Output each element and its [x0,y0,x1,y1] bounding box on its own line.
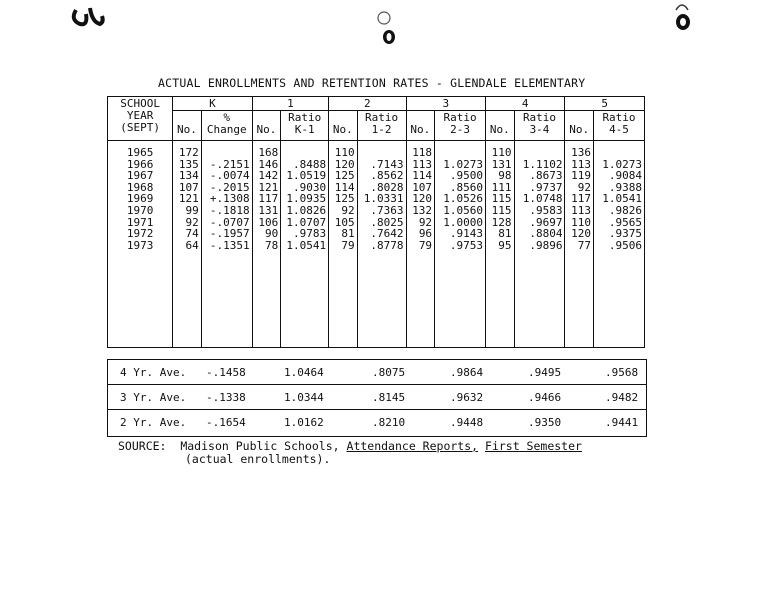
value-cell: -.1957 [201,228,252,240]
value-cell: 120 [406,193,435,205]
binder-hole-right [668,0,698,36]
value-cell: 90 [252,228,281,240]
value-cell: .8804 [514,228,565,240]
value-cell: .9084 [594,170,645,182]
year-cell: 1973 [108,240,173,252]
source-note [118,440,582,466]
value-cell: 120 [329,159,358,171]
value-cell: .9753 [435,240,486,252]
value-cell: 1.0000 [435,217,486,229]
value-cell: 1.0526 [435,193,486,205]
value-cell: .8562 [357,170,406,182]
value-cell: 106 [252,217,281,229]
value-cell: -.1818 [201,205,252,217]
value-cell: 121 [173,193,202,205]
year-cell: 1965 [108,141,173,159]
value-cell: 92 [565,182,594,194]
value-cell: 113 [565,205,594,217]
value-cell: 114 [329,182,358,194]
group-header-3: 3 [406,97,485,111]
value-cell: 74 [173,228,202,240]
year-cell: 1970 [108,205,173,217]
value-cell: 1.0273 [435,159,486,171]
value-cell: .7363 [357,205,406,217]
average-row: 2 Yr. Ave. -.1654 1.0162 .8210 .9448 .9350 .9441 [108,409,646,435]
value-cell: 1.0331 [357,193,406,205]
value-cell: .9783 [281,228,329,240]
source-report-title: Attendance Reports, [346,439,479,453]
value-cell: 113 [565,159,594,171]
document-title: ACTUAL ENROLLMENTS AND RETENTION RATES - GLENDALE ELEMENTARY [158,76,586,90]
col-no-4: No. [486,111,515,141]
value-cell: 1.0935 [281,193,329,205]
value-cell: 92 [329,205,358,217]
value-cell: 92 [406,217,435,229]
value-cell: .8488 [281,159,329,171]
value-cell: 125 [329,193,358,205]
value-cell: 96 [406,228,435,240]
value-cell: .9388 [594,182,645,194]
value-cell: 1.1102 [514,159,565,171]
value-cell: 111 [486,182,515,194]
source-subtext: (actual enrollments). [185,452,331,466]
value-cell: .8778 [357,240,406,252]
table-row [108,205,645,217]
value-cell [281,141,329,159]
group-header-1: 1 [252,97,328,111]
value-cell: .9375 [594,228,645,240]
value-cell: 118 [406,141,435,159]
value-cell: 117 [565,193,594,205]
table-row [108,240,645,252]
value-cell: 132 [406,205,435,217]
value-cell: 107 [173,182,202,194]
value-cell: 110 [565,217,594,229]
value-cell: 131 [252,205,281,217]
value-cell: 107 [406,182,435,194]
value-cell: 168 [252,141,281,159]
value-cell: 77 [565,240,594,252]
value-cell: 105 [329,217,358,229]
value-cell [514,141,565,159]
value-cell: 92 [173,217,202,229]
group-header-5: 5 [565,97,645,111]
value-cell: .9737 [514,182,565,194]
value-cell: 78 [252,240,281,252]
value-cell: .7143 [357,159,406,171]
value-cell: 172 [173,141,202,159]
value-cell: 120 [565,228,594,240]
col-ratio-45: Ratio 4-5 [594,111,645,141]
value-cell: .8028 [357,182,406,194]
year-cell: 1971 [108,217,173,229]
value-cell: .9143 [435,228,486,240]
table-row [108,141,645,159]
value-cell: -.2151 [201,159,252,171]
value-cell: .9896 [514,240,565,252]
value-cell: 119 [565,170,594,182]
scan-mark-left [68,4,108,34]
col-ratio-34: Ratio 3-4 [514,111,565,141]
value-cell: 1.0541 [594,193,645,205]
col-ratio-k1: Ratio K-1 [281,111,329,141]
value-cell: 131 [486,159,515,171]
average-row: 4 Yr. Ave. -.1458 1.0464 .8075 .9864 .9495 .9568 [120,366,639,379]
value-cell: 1.0273 [594,159,645,171]
enrollment-table [107,96,645,348]
value-cell: 128 [486,217,515,229]
value-cell: 110 [329,141,358,159]
value-cell: .8673 [514,170,565,182]
value-cell: .9826 [594,205,645,217]
value-cell: 121 [252,182,281,194]
year-cell: 1969 [108,193,173,205]
year-cell: 1968 [108,182,173,194]
value-cell: .7642 [357,228,406,240]
source-label: SOURCE: [118,439,167,453]
value-cell [201,141,252,159]
col-no-5: No. [565,111,594,141]
source-text: Madison Public Schools, [180,439,340,453]
value-cell: 1.0826 [281,205,329,217]
value-cell: .9565 [594,217,645,229]
value-cell: 146 [252,159,281,171]
value-cell: 115 [486,193,515,205]
value-cell [435,141,486,159]
value-cell: 81 [329,228,358,240]
value-cell: 110 [486,141,515,159]
value-cell: 117 [252,193,281,205]
group-header-2: 2 [329,97,406,111]
value-cell: .9500 [435,170,486,182]
value-cell: .9506 [594,240,645,252]
col-no-1: No. [252,111,281,141]
value-cell: .9583 [514,205,565,217]
col-ratio-23: Ratio 2-3 [435,111,486,141]
table-body [108,141,645,348]
value-cell: 1.0519 [281,170,329,182]
value-cell: +.1308 [201,193,252,205]
averages-box [107,359,647,437]
col-ratio-12: Ratio 1-2 [357,111,406,141]
year-cell: 1966 [108,159,173,171]
value-cell: 99 [173,205,202,217]
value-cell: 98 [486,170,515,182]
value-cell: 142 [252,170,281,182]
source-semester: First Semester [485,439,582,453]
value-cell: 113 [406,159,435,171]
table-row [108,228,645,240]
value-cell [357,141,406,159]
col-no-2: No. [329,111,358,141]
value-cell: 95 [486,240,515,252]
year-cell: 1967 [108,170,173,182]
value-cell: 1.0748 [514,193,565,205]
value-cell: 64 [173,240,202,252]
value-cell: 125 [329,170,358,182]
col-no-3: No. [406,111,435,141]
value-cell: -.0707 [201,217,252,229]
value-cell: 1.0541 [281,240,329,252]
blank-row [108,251,645,348]
average-row: 3 Yr. Ave. -.1338 1.0344 .8145 .9632 .9466 .9482 [108,384,646,410]
value-cell: 79 [329,240,358,252]
value-cell: .8025 [357,217,406,229]
value-cell: -.0074 [201,170,252,182]
col-pct-change: % Change [201,111,252,141]
year-cell: 1972 [108,228,173,240]
value-cell: 115 [486,205,515,217]
binder-hole-center [372,6,402,48]
value-cell: -.1351 [201,240,252,252]
value-cell: .9697 [514,217,565,229]
col-no-k: No. [173,111,202,141]
school-year-header: SCHOOL YEAR (SEPT) [108,97,173,141]
value-cell: 134 [173,170,202,182]
value-cell [594,141,645,159]
value-cell: 81 [486,228,515,240]
value-cell: 114 [406,170,435,182]
group-header-k: K [173,97,252,111]
value-cell: 1.0560 [435,205,486,217]
value-cell: .9030 [281,182,329,194]
value-cell: 136 [565,141,594,159]
value-cell: 135 [173,159,202,171]
value-cell: 1.0707 [281,217,329,229]
group-header-4: 4 [486,97,565,111]
value-cell: 79 [406,240,435,252]
value-cell: .8560 [435,182,486,194]
value-cell: -.2015 [201,182,252,194]
